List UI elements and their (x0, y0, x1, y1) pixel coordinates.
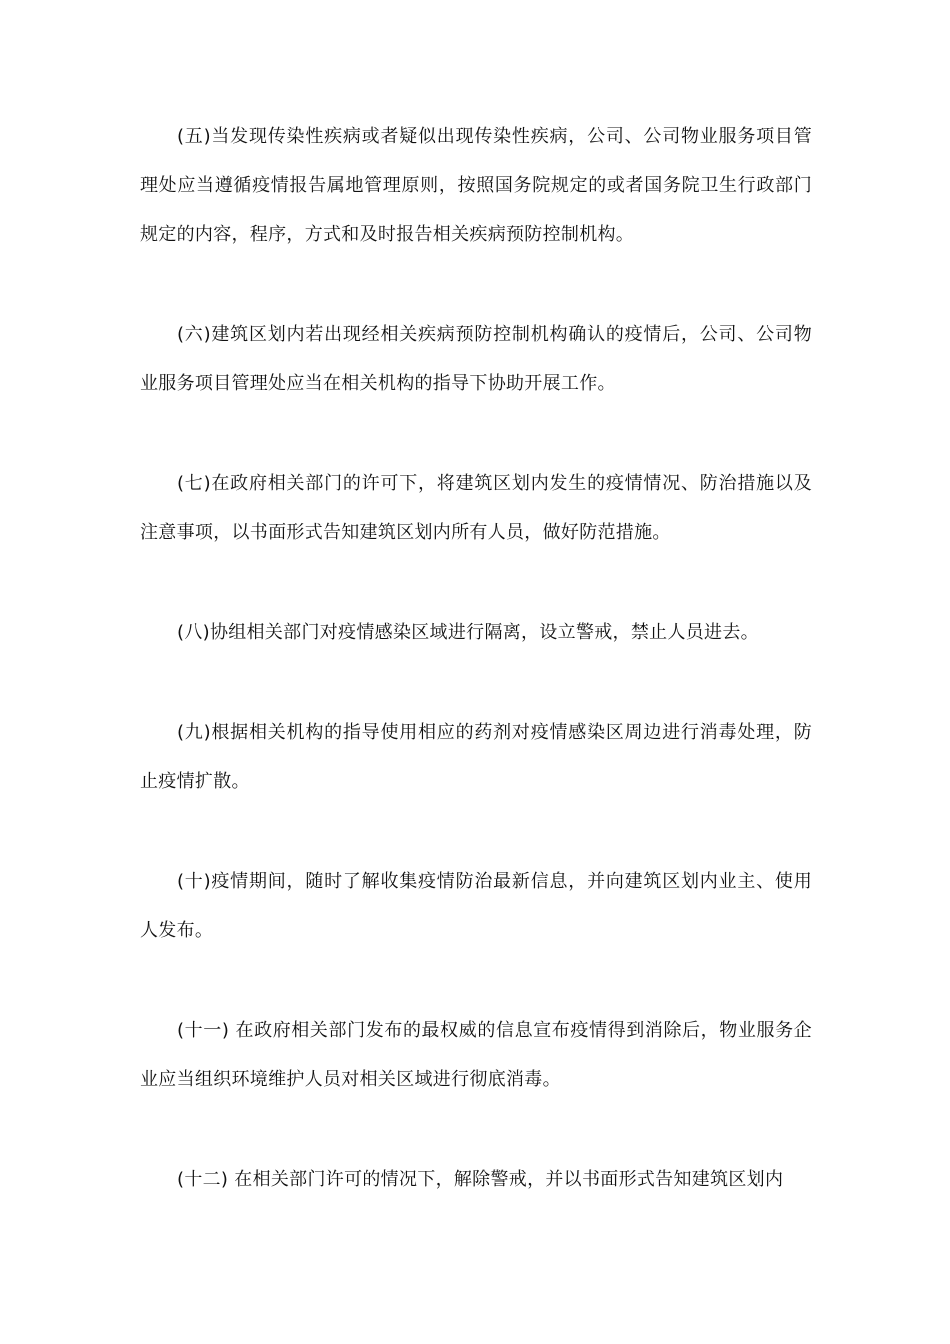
paragraph-10: (十)疫情期间，随时了解收集疫情防治最新信息，并向建筑区划内业主、使用人发布。 (140, 871, 812, 941)
paragraph-9: (九)根据相关机构的指导使用相应的药剂对疫情感染区周边进行消毒处理，防止疫情扩散。 (140, 722, 812, 792)
paragraph-6: (六)建筑区划内若出现经相关疾病预防控制机构确认的疫情后，公司、公司物业服务项目管理处应当在相关机构的指导下协助开展工作。 (140, 324, 812, 394)
paragraph-7: (七)在政府相关部门的许可下，将建筑区划内发生的疫情情况、防治措施以及注意事项，以书面形式告知建筑区划内所有人员，做好防范措施。 (140, 473, 812, 543)
paragraph-11: (十一) 在政府相关部门发布的最权威的信息宣布疫情得到消除后，物业服务企业应当组织环境维护人员对相关区域进行彻底消毒。 (140, 1020, 812, 1090)
paragraph-12: (十二) 在相关部门许可的情况下，解除警戒，并以书面形式告知建筑区划内 (177, 1169, 784, 1190)
document-page (140, 112, 812, 1255)
paragraph-5: (五)当发现传染性疾病或者疑似出现传染性疾病，公司、公司物业服务项目管理处应当遵循疫情报告属地管理原则，按照国务院规定的或者国务院卫生行政部门规定的内容，程序，方式和及时报告相关疾病预防控制机构。 (140, 126, 812, 245)
paragraph-8: (八)协组相关部门对疫情感染区域进行隔离，设立警戒，禁止人员进去。 (177, 622, 759, 643)
